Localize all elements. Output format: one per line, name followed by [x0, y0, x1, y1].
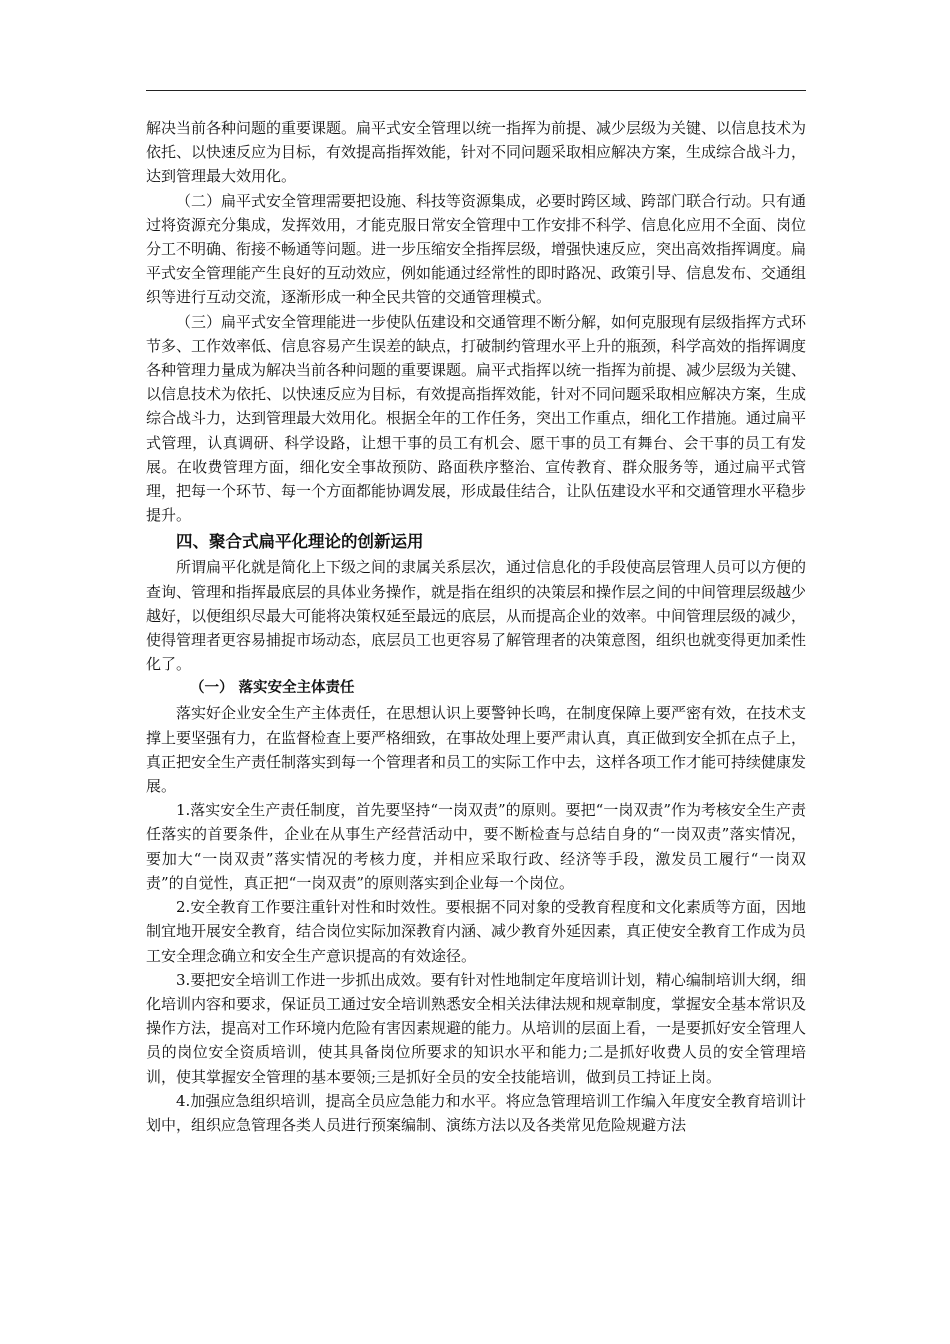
paragraph-point-2: 2.安全教育工作要注重针对性和时效性。要根据不同对象的受教育程度和文化素质等方面，因地制宜地开展安全教育，结合岗位实际加深教育内涵、减少教育外延因素，真正使安全教育工作成为员工安全理念确立和安全生产意识提高的有效途径。 [146, 898, 807, 965]
paragraph-continued: 解决当前各种问题的重要课题。扁平式安全管理以统一指挥为前提、减少层级为关键、以信息技术为依托、以快速反应为目标，有效提高指挥效能，针对不同问题采取相应解决方案，生成综合战斗力，达到管理最大效用化。 [146, 119, 807, 186]
paragraph-safety-responsibility: 落实好企业安全生产主体责任，在思想认识上要警钟长鸣，在制度保障上要严密有效，在技术支撑上要坚强有力，在监督检查上要严格细致，在事故处理上要严肃认真，真正做到安全抓在点子上，真正把安全生产责任制落实到每一个管理者和员工的实际工作中去，这样各项工作才能可持续健康发展。 [146, 704, 807, 796]
paragraph-flattening-definition: 所谓扁平化就是简化上下级之间的隶属关系层次，通过信息化的手段使高层管理人员可以方便的查询、管理和指挥最底层的具体业务操作，就是指在组织的决策层和操作层之间的中间管理层级越少越好，以便组织尽最大可能将决策权延至最远的底层，从而提高企业的效率。中间管理层级的减少，使得管理者更容易捕捉市场动态，底层员工也更容易了解管理者的决策意图，组织也就变得更加柔性化了。 [146, 558, 807, 674]
section-heading-4: 四、聚合式扁平化理论的创新运用 [176, 532, 424, 552]
paragraph-item-2: （二）扁平式安全管理需要把设施、科技等资源集成，必要时跨区域、跨部门联合行动。只有通过将资源充分集成，发挥效用，才能克服日常安全管理中工作安排不科学、信息化应用不全面、岗位分工不明确、衔接不畅通等问题。进一步压缩安全指挥层级，增强快速反应，突出高效指挥调度。扁平式安全管理能产生良好的互动效应，例如能通过经常性的即时路况、政策引导、信息发布、交通组织等进行互动交流，逐渐形成一种全民共管的交通管理模式。 [146, 191, 807, 307]
paragraph-point-1: 1.落实安全生产责任制度，首先要坚持“一岗双责”的原则。要把“一岗双责”作为考核安全生产责任落实的首要条件，企业在从事生产经营活动中，要不断检查与总结自身的“一岗双责”落实情况，要加大“一岗双责”落实情况的考核力度，并相应采取行政、经济等手段，激发员工履行“一岗双责”的自觉性，真正把“一岗双责”的原则落实到企业每一个岗位。 [146, 801, 806, 892]
paragraph-item-3: （三）扁平式安全管理能进一步使队伍建设和交通管理不断分解，如何克服现有层级指挥方式环节多、工作效率低、信息容易产生误差的缺点，打破制约管理水平上升的瓶颈，科学高效的指挥调度各种管理力量成为解决当前各种问题的重要课题。扁平式指挥以统一指挥为前提、减少层级为关键、以信息技术为依托、以快速反应为目标，有效提高指挥效能，针对不同问题采取相应解决方案，生成综合战斗力，达到管理最大效用化。根据全年的工作任务，突出工作重点，细化工作措施。通过扁平式管理，认真调研、科学设路，让想干事的员工有机会、愿干事的员工有舞台、会干事的员工有发展。在收费管理方面，细化安全事故预防、路面秩序整治、宣传教育、群众服务等，通过扁平式管理，把每一个环节、每一个方面都能协调发展，形成最佳结合，让队伍建设水平和交通管理水平稳步提升。 [146, 312, 807, 525]
header-rule [146, 90, 806, 91]
document-body [146, 116, 806, 1137]
paragraph-point-3: 3.要把安全培训工作进一步抓出成效。要有针对性地制定年度培训计划，精心编制培训大纲，细化培训内容和要求，保证员工通过安全培训熟悉安全相关法律法规和规章制度，掌握安全基本常识及操作方法，提高对工作环境内危险有害因素规避的能力。从培训的层面上看，一是要抓好安全管理人员的岗位安全资质培训，使其具备岗位所要求的知识水平和能力;二是抓好收费人员的安全管理培训，使其掌握安全管理的基本要领;三是抓好全员的安全技能培训，做到员工持证上岗。 [146, 970, 807, 1086]
paragraph-point-4: 4.加强应急组织培训，提高全员应急能力和水平。将应急管理培训工作编入年度安全教育培训计划中，组织应急管理各类人员进行预案编制、演练方法以及各类常见危险规避方法 [146, 1091, 806, 1134]
subsection-heading-1: （一） 落实安全主体责任 [190, 680, 355, 697]
